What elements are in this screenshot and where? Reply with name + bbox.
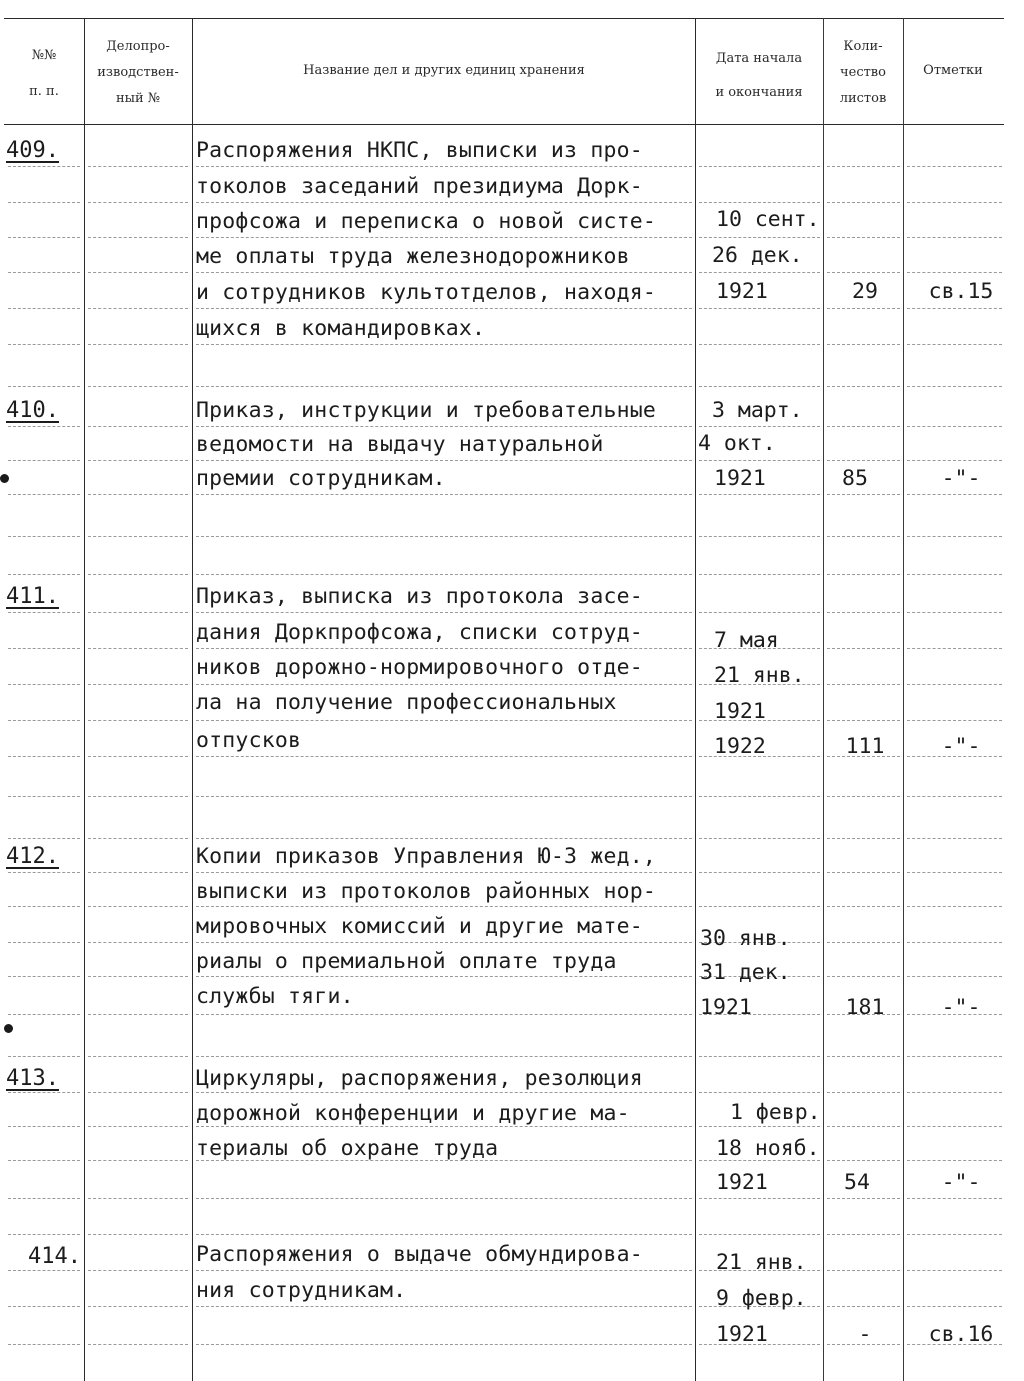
ruled-line — [699, 202, 820, 203]
ruled-line — [88, 574, 188, 575]
ruled-line — [827, 272, 900, 273]
ruled-line — [8, 1344, 80, 1345]
row-title-line: ния сотрудникам. — [196, 1278, 407, 1303]
ruled-line — [827, 906, 900, 907]
ruled-line — [827, 942, 900, 943]
ruled-line — [699, 308, 820, 309]
ruled-line — [196, 202, 692, 203]
col-divider-2 — [192, 18, 193, 1381]
ruled-line — [907, 906, 1002, 907]
ruled-line — [699, 574, 820, 575]
row-title-line: премии сотрудникам. — [196, 466, 446, 491]
ruled-line — [88, 1056, 188, 1057]
row-date-line: 1921 — [716, 279, 768, 304]
ruled-line — [907, 1092, 1002, 1093]
ruled-line — [907, 1306, 1002, 1307]
ruled-line — [196, 237, 692, 238]
ruled-line — [88, 237, 188, 238]
row-note: -"- — [941, 1170, 981, 1195]
ruled-line — [196, 648, 692, 649]
ruled-line — [907, 386, 1002, 387]
ruled-line — [8, 648, 80, 649]
row-date-line: 3 март. — [712, 398, 803, 423]
ruled-line — [907, 1160, 1002, 1161]
row-title-line: териалы об охране труда — [196, 1136, 499, 1161]
ruled-line — [8, 872, 80, 873]
row-number: 414. — [28, 1244, 81, 1269]
ruled-line — [907, 344, 1002, 345]
ruled-line — [88, 344, 188, 345]
row-date-line: 21 янв. — [714, 663, 805, 688]
ruled-line — [8, 796, 80, 797]
ruled-line — [8, 272, 80, 273]
ruled-line — [8, 1270, 80, 1271]
ruled-line — [88, 536, 188, 537]
ruled-line — [196, 906, 692, 907]
ruled-line — [88, 906, 188, 907]
header-col-no-line2: п. п. — [29, 84, 59, 99]
ruled-line — [88, 756, 188, 757]
row-number: 413. — [6, 1066, 59, 1091]
ruled-line — [827, 426, 900, 427]
row-title-line: и сотрудников культотделов, находя- — [196, 280, 657, 305]
row-title-line: службы тяги. — [196, 984, 354, 1009]
ruled-line — [907, 612, 1002, 613]
margin-mark — [0, 474, 9, 483]
ruled-line — [907, 684, 1002, 685]
row-date-line: 18 нояб. — [716, 1136, 820, 1161]
ruled-line — [196, 1198, 692, 1199]
ruled-line — [88, 272, 188, 273]
ruled-line — [827, 166, 900, 167]
ruled-line — [196, 494, 692, 495]
ruled-line — [88, 976, 188, 977]
ruled-line — [699, 494, 820, 495]
ruled-line — [907, 976, 1002, 977]
ruled-line — [827, 1126, 900, 1127]
ruled-line — [8, 906, 80, 907]
ruled-line — [88, 426, 188, 427]
ruled-line — [827, 796, 900, 797]
ruled-line — [196, 1344, 692, 1345]
row-note: -"- — [941, 995, 981, 1020]
ruled-line — [8, 308, 80, 309]
ruled-line — [699, 272, 820, 273]
ruled-line — [827, 308, 900, 309]
ruled-line — [907, 202, 1002, 203]
ruled-line — [196, 612, 692, 613]
ruled-line — [88, 648, 188, 649]
ruled-line — [88, 202, 188, 203]
ruled-line — [88, 1270, 188, 1271]
ruled-line — [699, 536, 820, 537]
row-sheet-count: 85 — [842, 466, 868, 491]
ruled-line — [699, 460, 820, 461]
ruled-line — [827, 460, 900, 461]
ruled-line — [827, 386, 900, 387]
ruled-line — [907, 460, 1002, 461]
ruled-line — [907, 720, 1002, 721]
header-col-title: Название дел и других единиц хранения — [303, 63, 585, 78]
ruled-line — [699, 796, 820, 797]
ruled-line — [8, 942, 80, 943]
ruled-line — [827, 536, 900, 537]
row-date-line: 1921 — [714, 466, 766, 491]
row-title-line: Распоряжения о выдаче обмундирова- — [196, 1242, 643, 1267]
ruled-line — [907, 166, 1002, 167]
ruled-line — [907, 942, 1002, 943]
col-divider-5 — [903, 18, 904, 1381]
ruled-line — [907, 1198, 1002, 1199]
header-col-office — [86, 34, 190, 112]
ruled-line — [196, 1092, 692, 1093]
header-col-notes: Отметки — [923, 63, 983, 78]
ruled-line — [196, 756, 692, 757]
row-title-line: Распоряжения НКПС, выписки из про- — [196, 138, 643, 163]
ruled-line — [907, 426, 1002, 427]
row-note: -"- — [941, 734, 981, 759]
header-col-no — [6, 38, 82, 110]
ruled-line — [88, 1306, 188, 1307]
ruled-line — [8, 344, 80, 345]
ruled-line — [699, 386, 820, 387]
header-col-dates-line1: Дата начала — [715, 51, 803, 66]
ruled-line — [196, 460, 692, 461]
ruled-line — [907, 796, 1002, 797]
ruled-line — [827, 1198, 900, 1199]
ruled-line — [8, 1234, 80, 1235]
ruled-line — [8, 202, 80, 203]
row-number: 410. — [6, 398, 59, 423]
ruled-line — [907, 1270, 1002, 1271]
ruled-line — [196, 308, 692, 309]
ruled-line — [827, 838, 900, 839]
ruled-line — [827, 202, 900, 203]
row-note: -"- — [941, 466, 981, 491]
row-sheet-count: 111 — [845, 734, 885, 759]
row-date-line: 1921 — [714, 699, 766, 724]
ruled-line — [8, 1198, 80, 1199]
ruled-line — [827, 494, 900, 495]
ruled-line — [8, 756, 80, 757]
header-bottom-rule — [4, 124, 1004, 125]
ruled-line — [827, 612, 900, 613]
ruled-line — [827, 720, 900, 721]
row-date-line: 4 окт. — [698, 431, 776, 456]
ruled-line — [827, 237, 900, 238]
col-divider-1 — [84, 18, 85, 1381]
ruled-line — [88, 460, 188, 461]
row-date-line: 1 февр. — [730, 1100, 821, 1125]
ruled-line — [88, 494, 188, 495]
ruled-line — [88, 166, 188, 167]
ruled-line — [196, 1014, 692, 1015]
header-col-office-line3: ный № — [115, 91, 161, 106]
ruled-line — [8, 720, 80, 721]
row-title-line: Циркуляры, распоряжения, резолюция — [196, 1066, 643, 1091]
ruled-line — [827, 872, 900, 873]
ruled-line — [196, 796, 692, 797]
ruled-line — [907, 272, 1002, 273]
ruled-line — [827, 1234, 900, 1235]
ruled-line — [699, 1092, 820, 1093]
ruled-line — [196, 272, 692, 273]
ruled-line — [196, 426, 692, 427]
ruled-line — [8, 166, 80, 167]
row-title-line: выписки из протоколов районных нор- — [196, 879, 657, 904]
ruled-line — [196, 386, 692, 387]
ruled-line — [8, 684, 80, 685]
row-note: св.16 — [928, 1322, 994, 1347]
ruled-line — [8, 1092, 80, 1093]
ruled-line — [699, 838, 820, 839]
ruled-line — [907, 838, 1002, 839]
header-col-count-line1: Коли- — [843, 39, 883, 54]
ruled-line — [88, 796, 188, 797]
row-title-line: профсожа и переписка о новой систе- — [196, 209, 657, 234]
ruled-line — [827, 344, 900, 345]
ruled-line — [196, 872, 692, 873]
ruled-line — [88, 1014, 188, 1015]
ruled-line — [88, 612, 188, 613]
ruled-line — [907, 872, 1002, 873]
ruled-line — [8, 460, 80, 461]
row-sheet-count: 29 — [852, 279, 878, 304]
ruled-line — [827, 1270, 900, 1271]
ruled-line — [8, 1126, 80, 1127]
ruled-line — [699, 1126, 820, 1127]
ruled-line — [8, 426, 80, 427]
row-date-line: 26 дек. — [712, 243, 803, 268]
row-date-line: 1921 — [716, 1170, 768, 1195]
header-col-dates-line2: и окончания — [715, 85, 803, 100]
header-col-count — [825, 34, 901, 112]
ruled-line — [907, 494, 1002, 495]
row-date-line: 31 дек. — [700, 960, 791, 985]
ruled-line — [88, 1092, 188, 1093]
ruled-line — [907, 536, 1002, 537]
ruled-line — [196, 720, 692, 721]
ruled-line — [907, 648, 1002, 649]
row-date-line: 10 сент. — [716, 207, 820, 232]
ruled-line — [88, 684, 188, 685]
ruled-line — [8, 1160, 80, 1161]
row-date-line: 7 мая — [714, 628, 779, 653]
ruled-line — [196, 574, 692, 575]
ruled-line — [88, 720, 188, 721]
row-title-line: ников дорожно-нормировочного отде- — [196, 655, 643, 680]
header-col-count-line2: чество — [840, 65, 886, 80]
ruled-line — [8, 1014, 80, 1015]
ruled-line — [88, 1344, 188, 1345]
ruled-line — [8, 1306, 80, 1307]
ruled-line — [88, 1160, 188, 1161]
ruled-line — [88, 1234, 188, 1235]
ruled-line — [196, 1306, 692, 1307]
row-date-line: 1921 — [700, 995, 752, 1020]
ruled-line — [88, 1198, 188, 1199]
row-title-line: токолов заседаний президиума Дорк- — [196, 174, 643, 199]
ruled-line — [196, 1234, 692, 1235]
ruled-line — [196, 344, 692, 345]
ruled-line — [8, 237, 80, 238]
header-col-dates — [697, 42, 821, 110]
ruled-line — [8, 976, 80, 977]
header-col-office-line2: изводствен- — [97, 65, 179, 80]
ruled-line — [907, 237, 1002, 238]
ruled-line — [827, 1306, 900, 1307]
ruled-line — [907, 574, 1002, 575]
row-title-line: щихся в командировках. — [196, 316, 486, 341]
ruled-line — [196, 1056, 692, 1057]
ruled-line — [88, 838, 188, 839]
ruled-line — [827, 1056, 900, 1057]
ruled-line — [196, 1126, 692, 1127]
ruled-line — [196, 838, 692, 839]
ruled-line — [907, 1234, 1002, 1235]
ruled-line — [196, 1270, 692, 1271]
row-number: 411. — [6, 584, 59, 609]
row-date-line: 9 февр. — [716, 1286, 807, 1311]
ruled-line — [196, 976, 692, 977]
ruled-line — [699, 344, 820, 345]
ruled-line — [196, 942, 692, 943]
ruled-line — [827, 1092, 900, 1093]
ruled-line — [196, 684, 692, 685]
row-sheet-count: 181 — [845, 995, 885, 1020]
ruled-line — [8, 494, 80, 495]
ruled-line — [699, 1198, 820, 1199]
ruled-line — [699, 612, 820, 613]
ruled-line — [8, 536, 80, 537]
ruled-line — [699, 1234, 820, 1235]
ruled-line — [196, 536, 692, 537]
row-date-line: 1922 — [714, 734, 766, 759]
header-col-office-line1: Делопро- — [106, 39, 170, 54]
row-date-line: 1921 — [716, 1322, 768, 1347]
row-title-line: Приказ, инструкции и требовательные — [196, 398, 657, 423]
ruled-line — [699, 872, 820, 873]
col-divider-3 — [695, 18, 696, 1381]
ruled-line — [88, 308, 188, 309]
ruled-line — [827, 684, 900, 685]
row-note: св.15 — [928, 279, 994, 304]
ruled-line — [8, 1056, 80, 1057]
ruled-line — [827, 648, 900, 649]
ruled-line — [88, 872, 188, 873]
ruled-line — [827, 976, 900, 977]
ruled-line — [88, 942, 188, 943]
ruled-line — [8, 612, 80, 613]
ruled-line — [88, 386, 188, 387]
row-date-line: 21 янв. — [716, 1250, 807, 1275]
ruled-line — [699, 166, 820, 167]
ruled-line — [8, 386, 80, 387]
ruled-line — [699, 426, 820, 427]
ruled-line — [699, 906, 820, 907]
row-number: 409. — [6, 138, 59, 163]
row-number: 412. — [6, 844, 59, 869]
ruled-line — [8, 838, 80, 839]
ruled-line — [699, 1056, 820, 1057]
ruled-line — [907, 308, 1002, 309]
margin-mark — [4, 1024, 13, 1033]
ruled-line — [8, 574, 80, 575]
row-title-line: дания Доркпрофсожа, списки сотруд- — [196, 620, 643, 645]
row-sheet-count: - — [858, 1322, 872, 1347]
row-title-line: ведомости на выдачу натуральной — [196, 432, 604, 457]
header-top-rule — [4, 18, 1004, 19]
ruled-line — [196, 166, 692, 167]
row-title-line: риалы о премиальной оплате труда — [196, 949, 617, 974]
row-title-line: ме оплаты труда железнодорожников — [196, 244, 630, 269]
row-date-line: 30 янв. — [700, 926, 791, 951]
row-title-line: Копии приказов Управления Ю-З жед., — [196, 844, 657, 869]
row-title-line: мировочных комиссий и другие мате- — [196, 914, 643, 939]
row-title-line: ла на получение профессиональных — [196, 690, 617, 715]
row-sheet-count: 54 — [844, 1170, 870, 1195]
row-title-line: Приказ, выписка из протокола засе- — [196, 584, 643, 609]
row-title-line: отпусков — [196, 728, 302, 753]
ruled-line — [907, 1056, 1002, 1057]
row-title-line: дорожной конференции и другие ма- — [196, 1101, 630, 1126]
ruled-line — [88, 1126, 188, 1127]
ruled-line — [827, 574, 900, 575]
ruled-line — [827, 1160, 900, 1161]
header-col-count-line3: листов — [839, 91, 887, 106]
ruled-line — [907, 1126, 1002, 1127]
header-col-no-line1: №№ — [31, 48, 57, 63]
ruled-line — [699, 237, 820, 238]
